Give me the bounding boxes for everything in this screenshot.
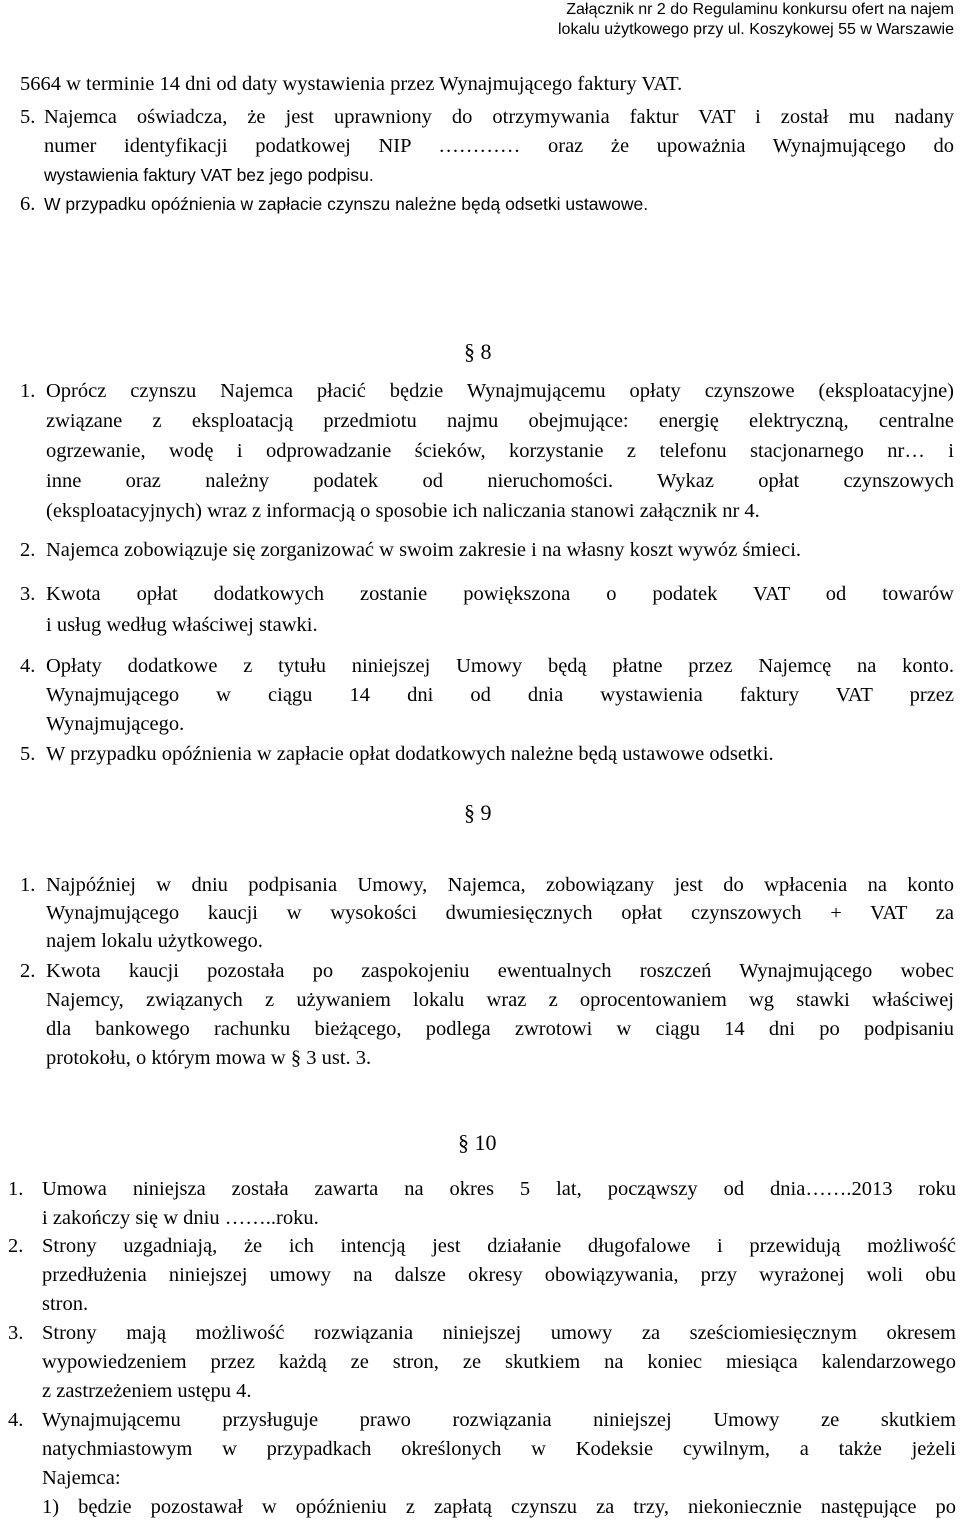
sec9-p2-line4: protokołu, o którym mowa w § 3 ust. 3. (46, 1047, 372, 1069)
sec8-p4-line1: Opłaty dodatkowe z tytułu niniejszej Umowy będą płatne przez Najemcę na konto. (46, 655, 954, 677)
sec10-p3-line3: z zastrzeżeniem ustępu 4. (42, 1380, 252, 1402)
sec8-p3-number: 3. (20, 583, 36, 605)
sec9-p2-line3: dla bankowego rachunku bieżącego, podlega zwrotowi w ciągu 14 dni po podpisaniu (46, 1018, 954, 1040)
sec10-p4-item1: 1) będzie pozostawał w opóźnieniu z zapłatą czynszu za trzy, niekoniecznie następujące po (42, 1496, 956, 1518)
sec10-p4-number: 4. (8, 1409, 24, 1431)
sec10-p2-line1: Strony uzgadniają, że ich intencją jest działanie długofalowe i przewidują możliwość (42, 1235, 956, 1257)
sec8-p1-line5: (eksploatacyjnych) wraz z informacją o sposobie ich naliczania stanowi załącznik nr 4. (46, 500, 760, 522)
sec8-p1-line1: Oprócz czynszu Najemca płacić będzie Wynajmującemu opłaty czynszowe (eksploatacyjne) (46, 380, 954, 402)
sec10-p2-line3: stron. (42, 1293, 89, 1315)
sec9-p1-line1: Najpóźniej w dniu podpisania Umowy, Najemca, zobowiązany jest do wpłacenia na konto (46, 874, 954, 896)
section-8-heading: § 8 (464, 339, 492, 364)
sec7-p6-line1: W przypadku opóźnienia w zapłacie czynszu należne będą odsetki ustawowe. (44, 194, 649, 214)
sec7-p5-line2: numer identyfikacji podatkowej NIP ………… oraz że upoważnia Wynajmującego do (44, 135, 954, 157)
sec10-p3-line1: Strony mają możliwość rozwiązania niniejszej umowy za sześciomiesięcznym okresem (42, 1322, 956, 1344)
sec8-p1-line2: związane z eksploatacją przedmiotu najmu obejmujące: energię elektryczną, centralne (46, 410, 954, 432)
section-10-heading: § 10 (458, 1130, 497, 1155)
sec10-p4-line3: Najemca: (42, 1467, 121, 1489)
sec10-p3-line2: wypowiedzeniem przez każdą ze stron, ze skutkiem na koniec miesiąca kalendarzowego (42, 1351, 956, 1373)
sec8-p4-line2: Wynajmującego w ciągu 14 dni od dnia wystawienia faktury VAT przez (46, 684, 954, 706)
sec10-p1-line1: Umowa niniejsza została zawarta na okres 5 lat, począwszy od dnia…….2013 roku (42, 1178, 956, 1200)
sec10-p2-line2: przedłużenia niniejszej umowy na dalsze okresy obowiązywania, przy wyrażonej woli obu (42, 1264, 956, 1286)
sec8-p3-line2: i usług według właściwej stawki. (46, 614, 318, 636)
sec10-p1-line2: i zakończy się w dniu ……..roku. (42, 1207, 319, 1229)
section-9-heading: § 9 (464, 800, 492, 825)
sec8-p5-number: 5. (20, 743, 36, 765)
header-line-1: Załącznik nr 2 do Regulaminu konkursu ofert na najem (566, 1, 954, 18)
sec10-p4-line1: Wynajmującemu przysługuje prawo rozwiązania niniejszej Umowy ze skutkiem (42, 1409, 956, 1431)
sec7-p5-line1: Najemca oświadcza, że jest uprawniony do otrzymywania faktur VAT i został mu nadany (44, 106, 954, 128)
sec8-p4-number: 4. (20, 655, 36, 677)
sec10-p2-number: 2. (8, 1235, 24, 1257)
sec7-continuation-line: 5664 w terminie 14 dni od daty wystawienia przez Wynajmującego faktury VAT. (20, 73, 683, 95)
sec8-p3-line1: Kwota opłat dodatkowych zostanie powiększona o podatek VAT od towarów (46, 583, 954, 605)
sec9-p1-number: 1. (20, 874, 36, 896)
header-line-2: lokalu użytkowego przy ul. Koszykowej 55 w Warszawie (557, 21, 954, 38)
sec8-p1-number: 1. (20, 380, 36, 402)
sec9-p1-line2: Wynajmującego kaucji w wysokości dwumiesięcznych opłat czynszowych + VAT za (46, 902, 954, 924)
sec9-p1-line3: najem lokalu użytkowego. (46, 930, 263, 952)
sec8-p5-line1: W przypadku opóźnienia w zapłacie opłat dodatkowych należne będą ustawowe odsetki. (46, 743, 774, 765)
sec8-p2-line1: Najemca zobowiązuje się zorganizować w swoim zakresie i na własny koszt wywóz śmieci. (46, 539, 802, 561)
sec10-p3-number: 3. (8, 1322, 24, 1344)
sec7-p5-line3: wystawienia faktury VAT bez jego podpisu. (44, 165, 374, 185)
sec8-p1-line4: inne oraz należny podatek od nieruchomości. Wykaz opłat czynszowych (46, 470, 954, 492)
sec8-p1-line3: ogrzewanie, wodę i odprowadzanie ścieków, korzystanie z telefonu stacjonarnego nr… i (46, 440, 954, 462)
sec8-p4-line3: Wynajmującego. (46, 713, 185, 735)
sec9-p2-line1: Kwota kaucji pozostała po zaspokojeniu ewentualnych roszczeń Wynajmującego wobec (46, 960, 954, 982)
sec8-p2-number: 2. (20, 539, 36, 561)
sec9-p2-number: 2. (20, 960, 36, 982)
sec9-p2-line2: Najemcy, związanych z używaniem lokalu wraz z oprocentowaniem wg stawki właściwej (46, 989, 954, 1011)
sec10-p4-line2: natychmiastowym w przypadkach określonych w Kodeksie cywilnym, a także jeżeli (42, 1438, 956, 1460)
sec10-p1-number: 1. (8, 1178, 24, 1200)
sec7-p6-number: 6. (20, 193, 36, 215)
sec7-p5-number: 5. (20, 106, 36, 128)
